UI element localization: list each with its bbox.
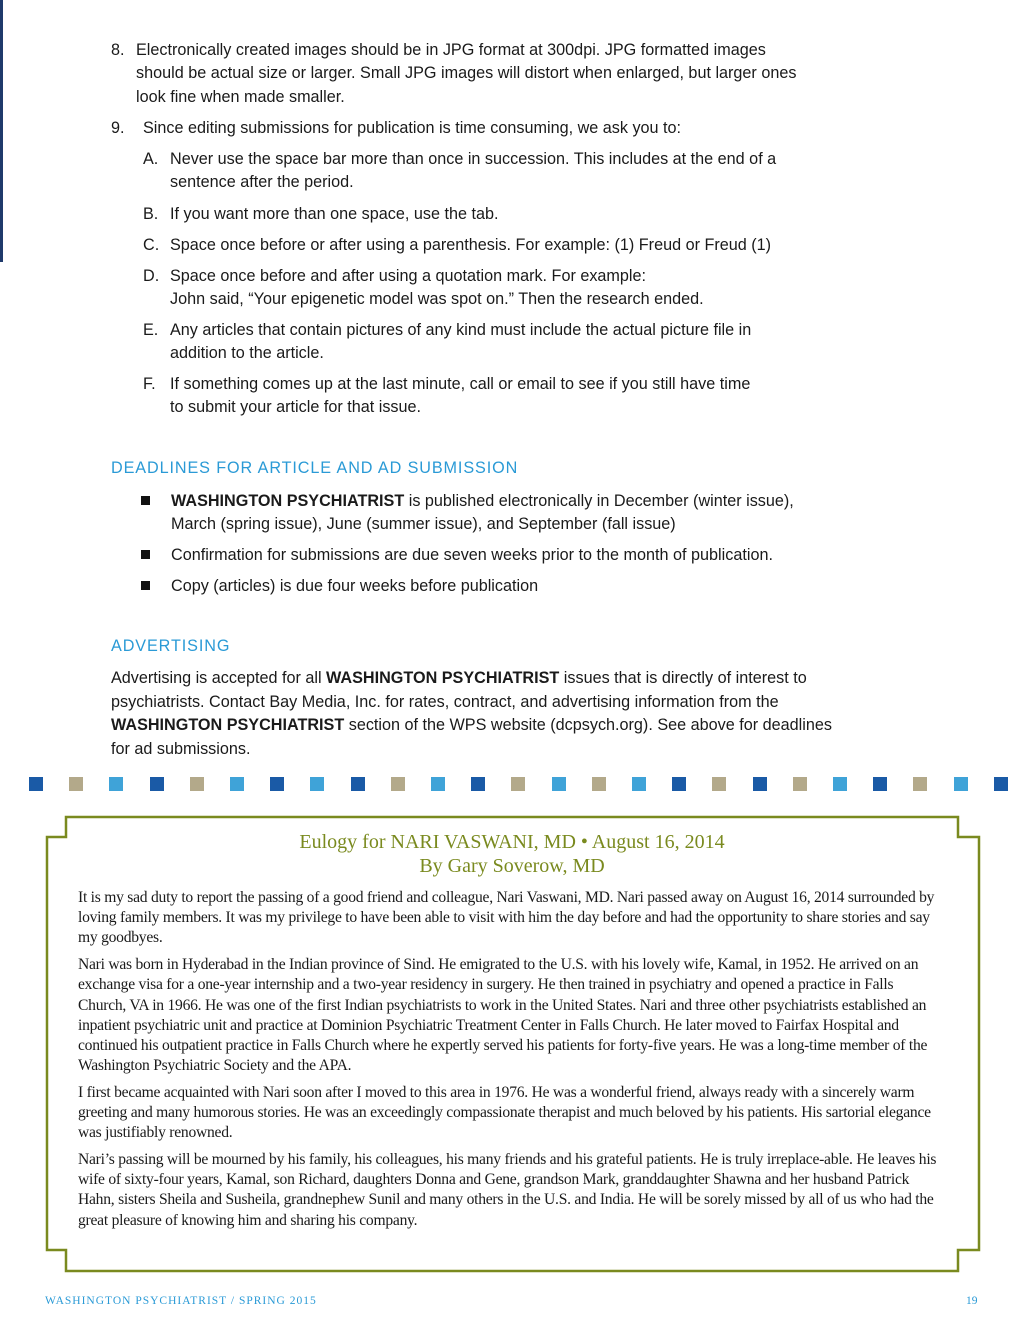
decorative-square — [270, 777, 284, 791]
sublist-text-line: John said, “Your epigenetic model was spot on.” Then the research ended. — [170, 290, 704, 309]
decorative-square — [511, 777, 525, 791]
sublist-text-line: If you want more than one space, use the tab. — [170, 205, 499, 223]
sublist-text-line: Never use the space bar more than once in succession. This includes at the end of a — [170, 150, 777, 168]
eulogy-paragraph: Nari’s passing will be mourned by his family, his colleagues, his many friends and his grateful patients. He is truly irreplace-able. He leaves his wife of sixty-four years, Kamal, son Richard, daughters Donna and Gene, grandson Mark, granddaughter Shawna and her husband Patrick Hahn, sisters Sheila and Susheila, grandnephew Sunil and many others in the U.S. and India. He will be sorely missed by all of us who had the great pleasure of knowing him and sharing his company. — [78, 1150, 937, 1229]
ad-text: section of the WPS website (dcpsych.org). See above for deadlines — [344, 716, 832, 734]
sublist-text-line: to submit your article for that issue. — [170, 398, 422, 417]
advertising-line-2: psychiatrists. Contact Bay Media, Inc. for rates, contract, and advertising information from the — [111, 693, 779, 711]
sublist-text-line: sentence after the period. — [170, 173, 354, 192]
sublist-item-b — [143, 203, 903, 227]
deadline-item-publication — [171, 490, 794, 513]
eulogy-body — [78, 888, 944, 1237]
eulogy-title: Eulogy for NARI VASWANI, MD • August 16, 2014 — [299, 831, 725, 853]
left-margin-rule — [0, 0, 3, 262]
advertising-line-1 — [111, 667, 807, 690]
decorative-square — [431, 777, 445, 791]
decorative-square — [672, 777, 686, 791]
sublist-letter: B. — [143, 205, 159, 223]
sublist-letter: A. — [143, 150, 159, 168]
ad-text: Advertising is accepted for all — [111, 669, 327, 687]
list-item-8 — [111, 39, 911, 109]
decorative-square — [29, 777, 43, 791]
sublist-letter: E. — [143, 321, 159, 339]
sublist-letter: C. — [143, 236, 160, 254]
decorative-square — [69, 777, 83, 791]
decorative-square — [230, 777, 244, 791]
decorative-square — [913, 777, 927, 791]
decorative-square-divider — [29, 777, 1014, 791]
decorative-square — [954, 777, 968, 791]
decorative-square — [793, 777, 807, 791]
decorative-square — [753, 777, 767, 791]
deadlines-heading: DEADLINES FOR ARTICLE AND AD SUBMISSION — [111, 459, 519, 477]
decorative-square — [471, 777, 485, 791]
decorative-square — [351, 777, 365, 791]
publication-name: WASHINGTON PSYCHIATRIST — [326, 669, 560, 687]
deadline-item-copy: Copy (articles) is due four weeks before publication — [171, 577, 539, 595]
list-number: 8. — [111, 41, 125, 59]
list-number: 9. — [111, 119, 125, 137]
list-item-text-line: look fine when made smaller. — [136, 87, 345, 106]
sublist-letter: F. — [143, 375, 156, 393]
deadline-text-line2: March (spring issue), June (summer issue), and September (fall issue) — [171, 515, 676, 533]
sublist-text-line: addition to the article. — [170, 344, 324, 363]
decorative-square — [712, 777, 726, 791]
sublist-text-line: Space once before or after using a parenthesis. For example: (1) Freud or Freud (1) — [170, 236, 772, 254]
decorative-square — [632, 777, 646, 791]
bullet-square-icon — [141, 496, 150, 505]
bullet-square-icon — [141, 581, 150, 590]
publication-name: WASHINGTON PSYCHIATRIST — [111, 716, 345, 734]
sublist-item-e — [143, 319, 903, 367]
decorative-square — [391, 777, 405, 791]
list-item-text-line: should be actual size or larger. Small JPG images will distort when enlarged, but larger ones — [136, 64, 797, 83]
decorative-square — [994, 777, 1008, 791]
sublist-item-a — [143, 148, 903, 196]
decorative-square — [150, 777, 164, 791]
sublist-item-d — [143, 265, 903, 313]
ad-text: issues that is directly of interest to — [559, 669, 807, 687]
sublist-item-c — [143, 234, 903, 258]
decorative-square — [833, 777, 847, 791]
publication-name: WASHINGTON PSYCHIATRIST — [171, 492, 405, 510]
deadline-text: is published electronically in December (winter issue), — [404, 492, 794, 510]
footer-page-number: 19 — [966, 1295, 978, 1307]
bullet-square-icon — [141, 550, 150, 559]
sublist-text-line: Space once before and after using a quotation mark. For example: — [170, 267, 647, 285]
decorative-square — [310, 777, 324, 791]
decorative-square — [873, 777, 887, 791]
list-item-9 — [111, 117, 911, 141]
eulogy-paragraph: It is my sad duty to report the passing of a good friend and colleague, Nari Vaswani, MD. Nari passed away on August 16, 2014 surrounded by loving family members. It was my privilege to have been able to visit with him the day before and had the opportunity to share stories and say my goodbyes. — [78, 889, 935, 947]
footer-publication: WASHINGTON PSYCHIATRIST / SPRING 2015 — [45, 1295, 317, 1307]
advertising-line-4: for ad submissions. — [111, 740, 251, 758]
list-item-text-line: Electronically created images should be in JPG format at 300dpi. JPG formatted images — [136, 41, 766, 59]
sublist-text-line: If something comes up at the last minute, call or email to see if you still have time — [170, 375, 751, 393]
sublist-text-line: Any articles that contain pictures of any kind must include the actual picture file in — [170, 321, 752, 339]
sublist-letter: D. — [143, 267, 160, 285]
decorative-square — [109, 777, 123, 791]
eulogy-paragraph: Nari was born in Hyderabad in the Indian province of Sind. He emigrated to the U.S. with his lovely wife, Kamal, in 1952. He arrived on an exchange visa for a one-year internship and a two-year residency in surgery. He then trained in psychiatry and opened a practice in Falls Church, VA in 1966. He was one of the first Indian psychiatrists to work in the United States. Nari and three other psychiatrists established an inpatient psychiatric unit and practice at Dominion Psychiatric Treatment Center in Falls Church. He later moved to Fairfax Hospital and continued his outpatient practice in Falls Church where he expertly served his patients for forty-five years. He was a long-time member of the Washington Psychiatric Society and the APA. — [78, 956, 928, 1075]
advertising-line-3 — [111, 714, 832, 737]
eulogy-byline: By Gary Soverow, MD — [419, 855, 605, 877]
decorative-square — [552, 777, 566, 791]
advertising-heading: ADVERTISING — [111, 637, 231, 655]
decorative-square — [592, 777, 606, 791]
decorative-square — [190, 777, 204, 791]
sublist-item-f — [143, 373, 903, 421]
eulogy-paragraph: I first became acquainted with Nari soon after I moved to this area in 1976. He was a wonderful friend, always ready with a sincerely warm greeting and many humorous stories. He was an exceedingly compassionate therapist and much beloved by his patients. His sartorial elegance was justifiably renowned. — [78, 1083, 931, 1142]
deadline-item-confirmation: Confirmation for submissions are due seven weeks prior to the month of publication. — [171, 546, 773, 564]
list-item-text: Since editing submissions for publication is time consuming, we ask you to: — [143, 119, 682, 137]
